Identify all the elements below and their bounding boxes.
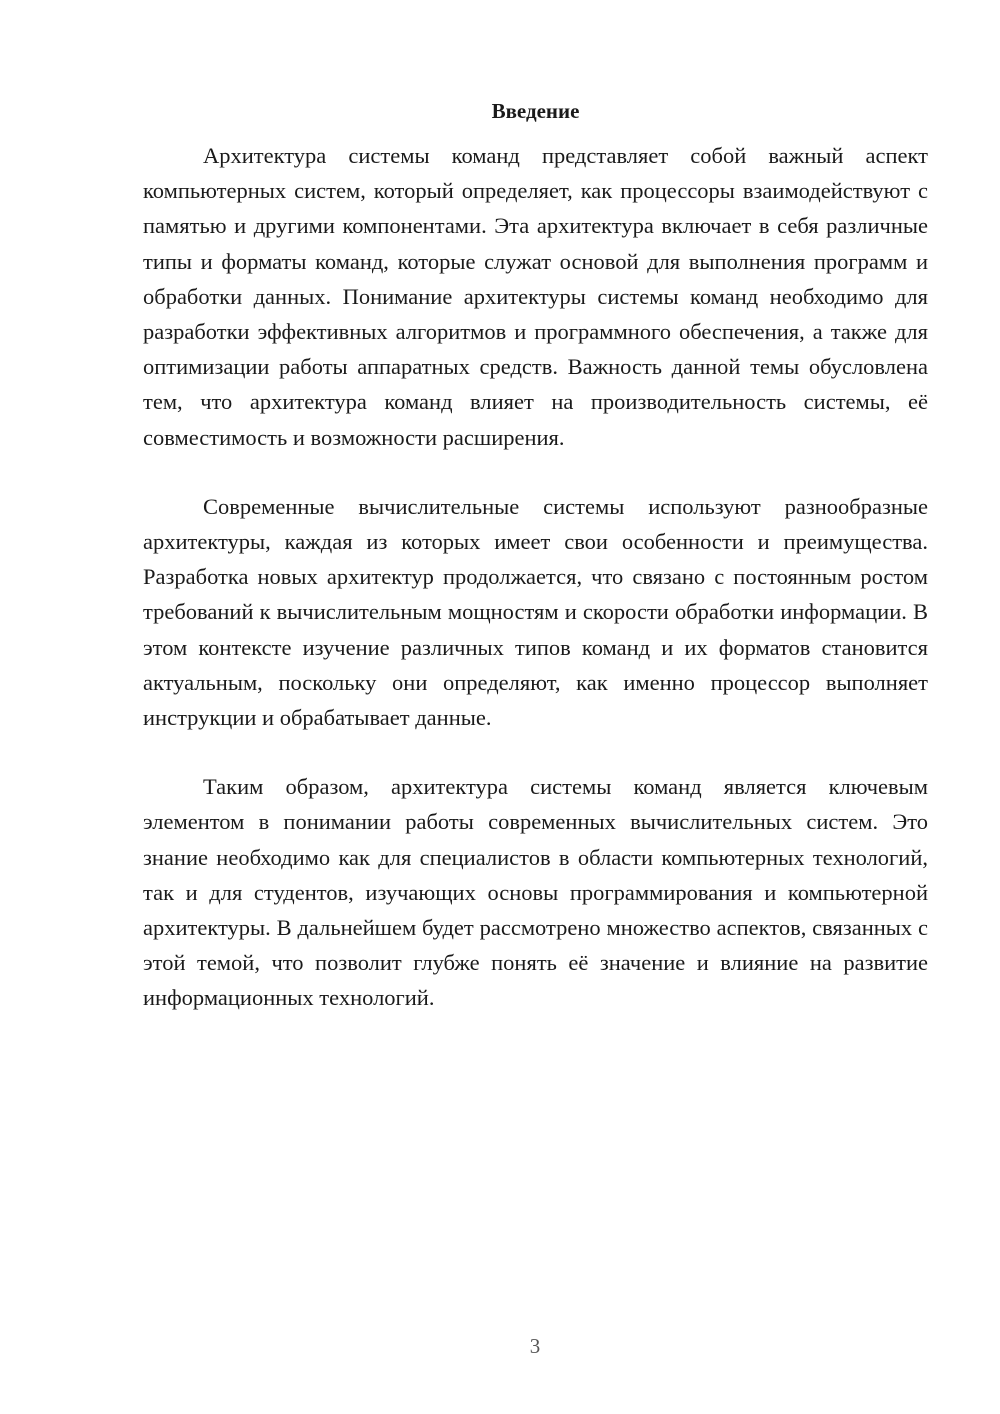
page-number: 3 xyxy=(529,1334,541,1358)
paragraph-3: Таким образом, архитектура системы команд является ключевым элементом в понимании работы современных вычислительных систем. Это знание необходимо как для специалистов в области компьютерных технологий, так и для студентов, изучающих основы программирования и компьютерной архитектуры. В дальнейшем будет рассмотрено множество аспектов, связанных с этой темой, что позволит глубже понять её значение и влияние на развитие информационных технологий. xyxy=(143,774,928,1011)
section-heading: Введение xyxy=(491,99,580,123)
page-content xyxy=(143,96,928,1016)
paragraph-1: Архитектура системы команд представляет собой важный аспект компьютерных систем, который определяет, как процессоры взаимодействуют с памятью и другими компонентами. Эта архитектура включает в себя различные типы и форматы команд, которые служат основой для выполнения программ и обработки данных. Понимание архитектуры системы команд необходимо для разработки эффективных алгоритмов и программного обеспечения, а также для оптимизации работы аппаратных средств. Важность данной темы обусловлена тем, что архитектура команд влияет на производительность системы, её совместимость и возможности расширения. xyxy=(143,143,928,450)
paragraph-2: Современные вычислительные системы используют разнообразные архитектуры, каждая из которых имеет свои особенности и преимущества. Разработка новых архитектур продолжается, что связано с постоянным ростом требований к вычислительным мощностям и скорости обработки информации. В этом контексте изучение различных типов команд и их форматов становится актуальным, поскольку они определяют, как именно процессор выполняет инструкции и обрабатывает данные. xyxy=(143,493,928,731)
